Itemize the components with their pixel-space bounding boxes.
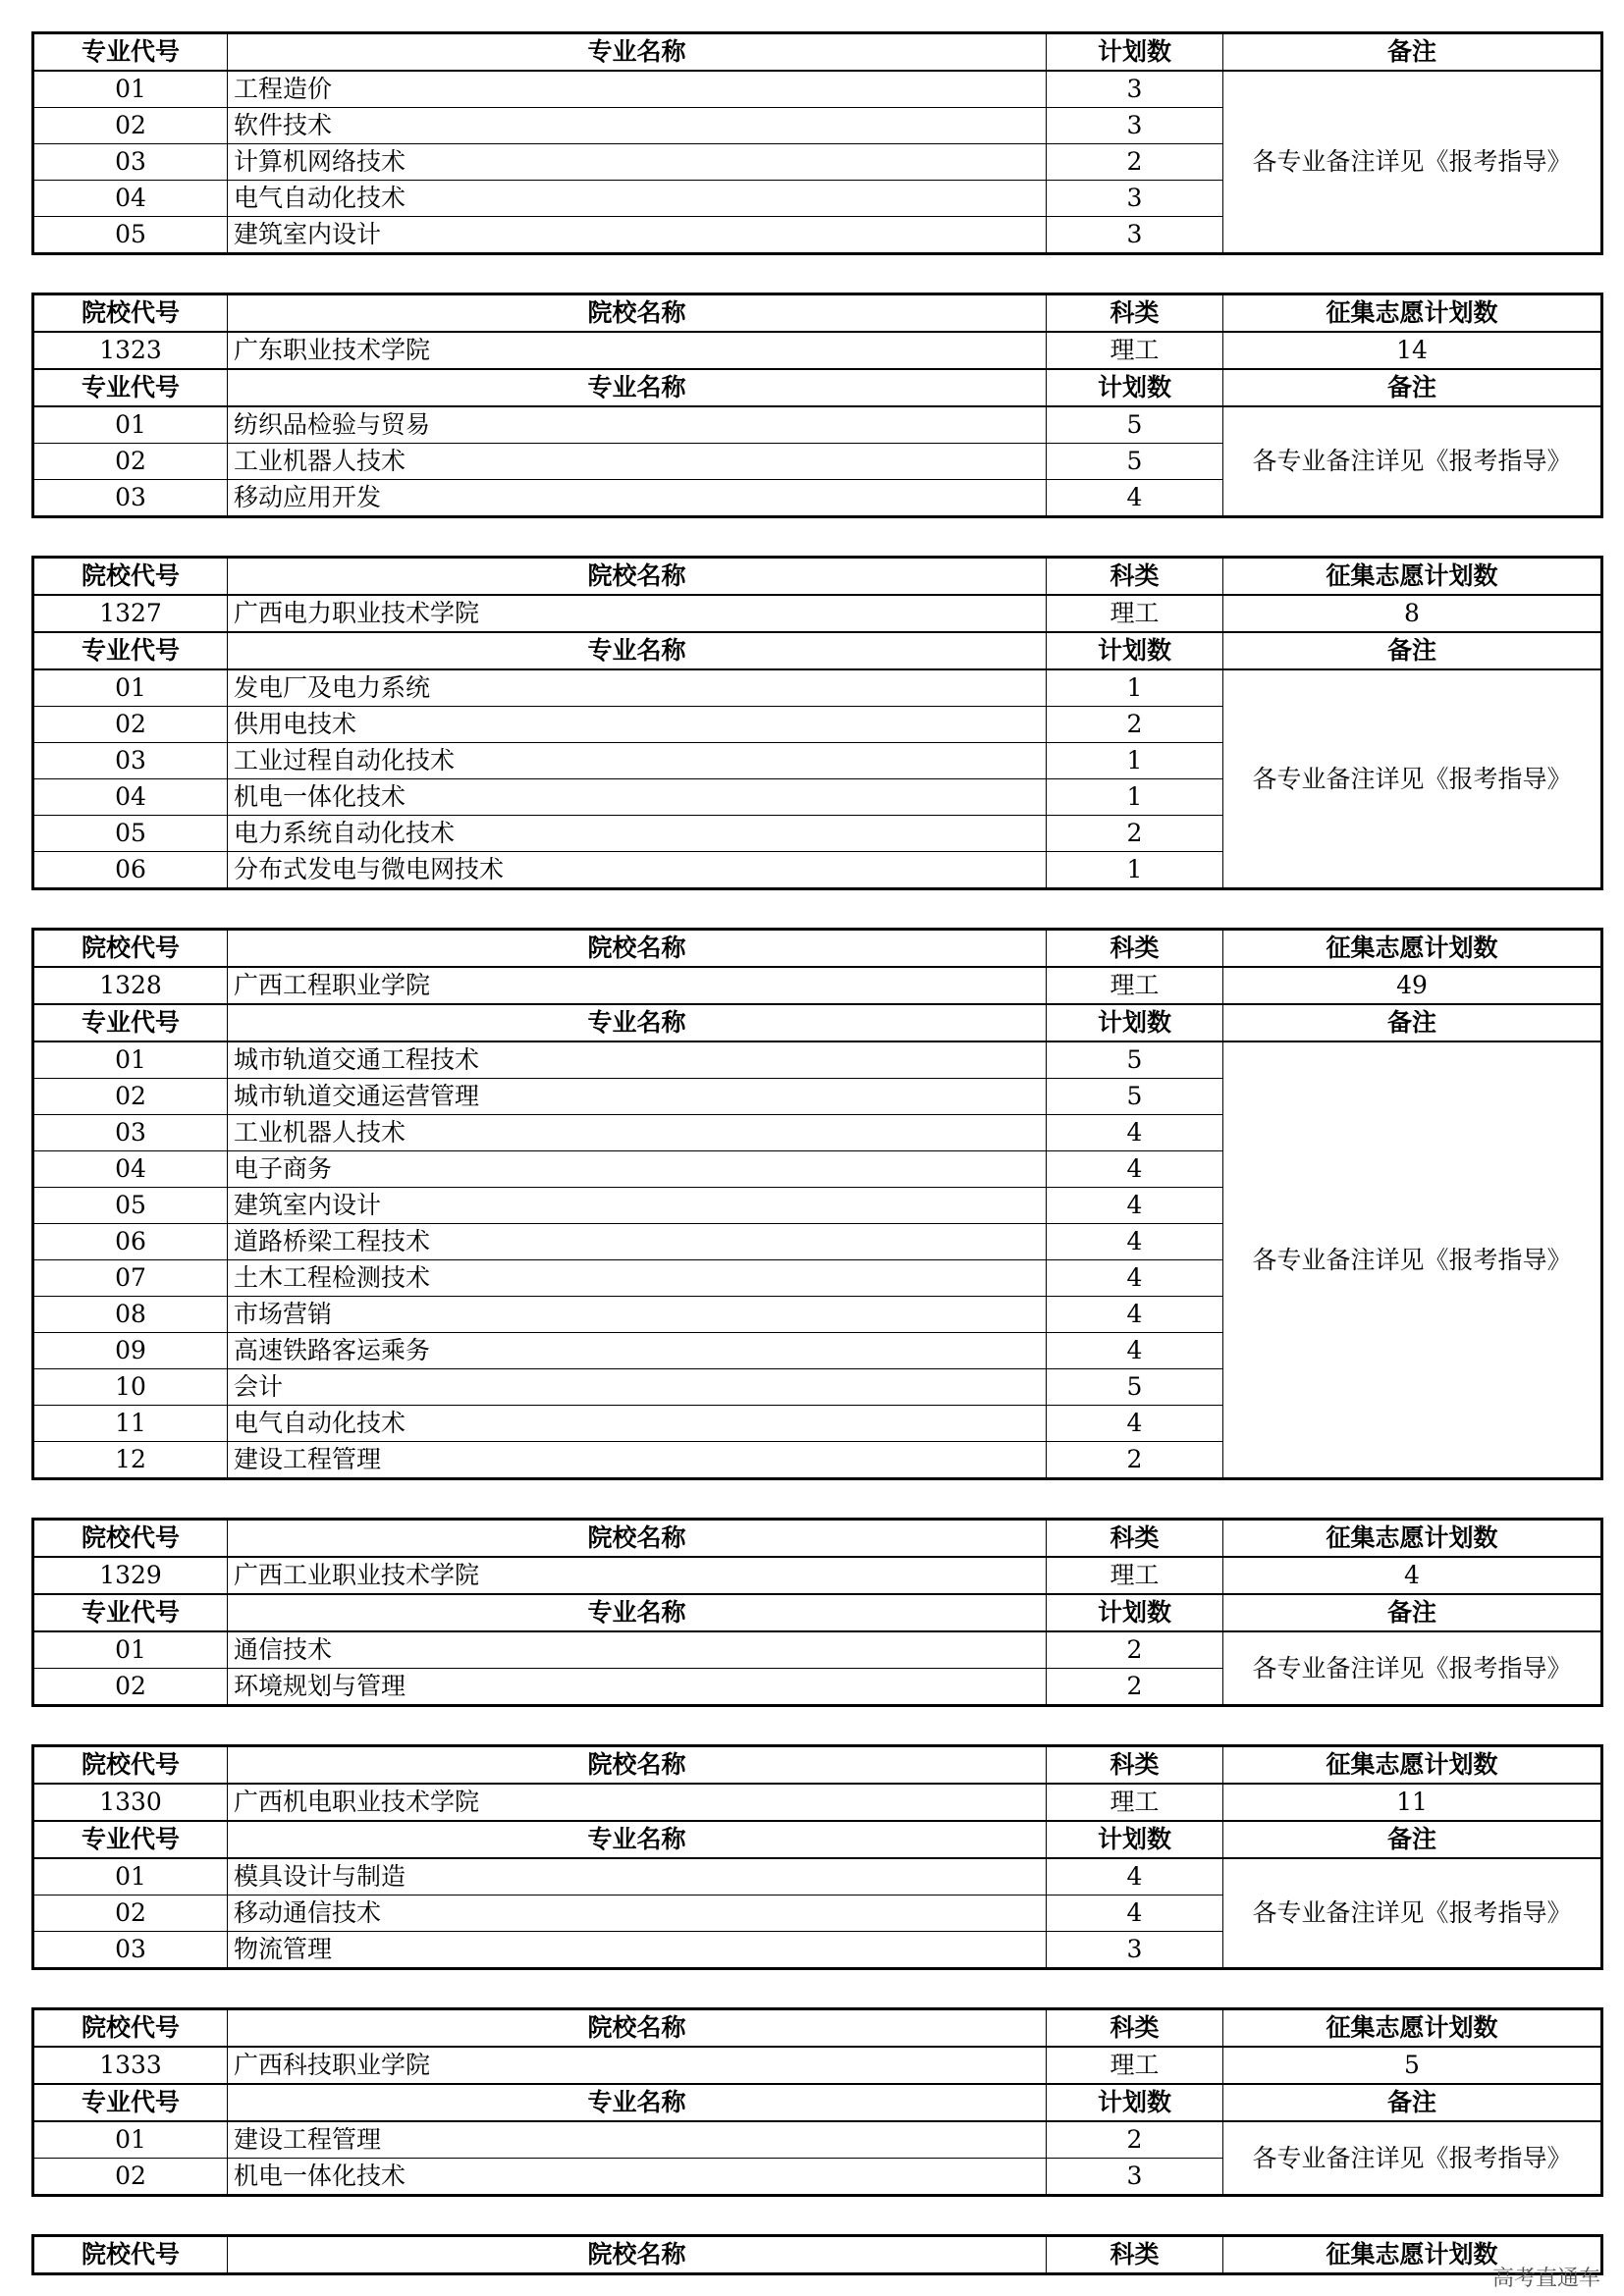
remark-cell: 各专业备注详见《报考指导》 [1223,1858,1602,1969]
major-code: 02 [33,1896,228,1932]
plan-count: 3 [1047,71,1223,108]
school-code-header: 院校代号 [33,2009,228,2048]
major-header-row [33,1004,1602,1041]
table-row [33,71,1602,108]
major-name: 工业过程自动化技术 [228,743,1047,779]
plan-count-header: 计划数 [1047,632,1223,669]
school-info-row [33,1784,1602,1821]
plan-total-header: 征集志愿计划数 [1223,558,1602,596]
major-code: 03 [33,480,228,517]
major-code: 12 [33,1442,228,1479]
school-plan-total: 5 [1223,2047,1602,2084]
major-header-row [33,1821,1602,1858]
school-code: 1323 [33,332,228,369]
category-header: 科类 [1047,1746,1223,1785]
major-code: 03 [33,144,228,181]
major-name: 机电一体化技术 [228,779,1047,816]
school-code-header: 院校代号 [33,558,228,596]
school-name: 广西机电职业技术学院 [228,1784,1047,1821]
major-name: 计算机网络技术 [228,144,1047,181]
school-code: 1329 [33,1557,228,1594]
school-info-row [33,967,1602,1004]
table-row [33,669,1602,707]
plan-count: 3 [1047,2159,1223,2196]
major-name: 工业机器人技术 [228,444,1047,480]
major-code: 05 [33,1188,228,1224]
plan-count: 4 [1047,1188,1223,1224]
major-code: 01 [33,2121,228,2159]
major-name: 建设工程管理 [228,1442,1047,1479]
school-plan-total: 4 [1223,1557,1602,1594]
school-category: 理工 [1047,595,1223,632]
category-header: 科类 [1047,1520,1223,1558]
school-header-row [33,2236,1602,2274]
remark-header: 备注 [1223,369,1602,406]
plan-count: 5 [1047,1079,1223,1115]
remark-cell: 各专业备注详见《报考指导》 [1223,2121,1602,2196]
major-code-header: 专业代号 [33,1004,228,1041]
school-code: 1328 [33,967,228,1004]
school-block [31,928,1603,1480]
school-name-header: 院校名称 [228,2236,1047,2274]
plan-count: 4 [1047,480,1223,517]
major-name: 城市轨道交通运营管理 [228,1079,1047,1115]
major-name: 建筑室内设计 [228,217,1047,254]
remark-header: 备注 [1223,33,1602,72]
major-code: 10 [33,1369,228,1406]
school-plan-total: 49 [1223,967,1602,1004]
major-name: 工业机器人技术 [228,1115,1047,1151]
major-name: 模具设计与制造 [228,1858,1047,1896]
school-category: 理工 [1047,1784,1223,1821]
major-code: 03 [33,1115,228,1151]
major-code: 09 [33,1333,228,1369]
remark-header: 备注 [1223,2084,1602,2121]
school-header-row [33,1520,1602,1558]
plan-count: 1 [1047,779,1223,816]
school-category: 理工 [1047,2047,1223,2084]
major-code-header: 专业代号 [33,369,228,406]
plan-count-header: 计划数 [1047,1004,1223,1041]
plan-count: 5 [1047,444,1223,480]
remark-header: 备注 [1223,632,1602,669]
category-header: 科类 [1047,930,1223,968]
major-name: 城市轨道交通工程技术 [228,1041,1047,1079]
major-name: 工程造价 [228,71,1047,108]
remark-cell: 各专业备注详见《报考指导》 [1223,406,1602,517]
major-name: 机电一体化技术 [228,2159,1047,2196]
school-name-header: 院校名称 [228,294,1047,333]
remark-header: 备注 [1223,1594,1602,1631]
major-name: 会计 [228,1369,1047,1406]
plan-count-header: 计划数 [1047,33,1223,72]
school-header-row [33,2009,1602,2048]
school-block [31,2007,1603,2197]
major-code-header: 专业代号 [33,632,228,669]
school-code-header: 院校代号 [33,294,228,333]
school-plan-total: 8 [1223,595,1602,632]
major-code: 02 [33,1669,228,1706]
major-name: 高速铁路客运乘务 [228,1333,1047,1369]
plan-total-header: 征集志愿计划数 [1223,2236,1602,2274]
major-code: 04 [33,181,228,217]
school-block [31,1518,1603,1707]
school-category: 理工 [1047,1557,1223,1594]
school-code-header: 院校代号 [33,1520,228,1558]
watermark: 高考直通车 [1491,2267,1600,2291]
remark-cell: 各专业备注详见《报考指导》 [1223,71,1602,254]
major-name: 市场营销 [228,1297,1047,1333]
major-name: 分布式发电与微电网技术 [228,852,1047,889]
major-code: 04 [33,1151,228,1188]
school-category: 理工 [1047,967,1223,1004]
plan-count: 4 [1047,1260,1223,1297]
major-name: 土木工程检测技术 [228,1260,1047,1297]
major-header-row [33,632,1602,669]
major-name: 软件技术 [228,108,1047,144]
school-code-header: 院校代号 [33,930,228,968]
plan-count: 2 [1047,144,1223,181]
school-code-header: 院校代号 [33,1746,228,1785]
major-header-row [33,33,1602,72]
plan-count-header: 计划数 [1047,1594,1223,1631]
major-name-header: 专业名称 [228,369,1047,406]
remark-header: 备注 [1223,1004,1602,1041]
major-code: 01 [33,1631,228,1669]
major-name: 电力系统自动化技术 [228,816,1047,852]
plan-count: 4 [1047,1896,1223,1932]
major-code: 04 [33,779,228,816]
school-name-header: 院校名称 [228,2009,1047,2048]
school-code: 1330 [33,1784,228,1821]
major-name-header: 专业名称 [228,1821,1047,1858]
major-name-header: 专业名称 [228,632,1047,669]
major-header-row [33,369,1602,406]
plan-count: 5 [1047,1041,1223,1079]
school-info-row [33,595,1602,632]
major-code-header: 专业代号 [33,1821,228,1858]
table-row [33,1041,1602,1079]
plan-count: 1 [1047,852,1223,889]
remark-header: 备注 [1223,1821,1602,1858]
category-header: 科类 [1047,2009,1223,2048]
major-code: 02 [33,2159,228,2196]
category-header: 科类 [1047,558,1223,596]
major-code: 05 [33,217,228,254]
major-name: 道路桥梁工程技术 [228,1224,1047,1260]
school-name-header: 院校名称 [228,1520,1047,1558]
school-code: 1327 [33,595,228,632]
major-code-header: 专业代号 [33,33,228,72]
plan-count: 3 [1047,217,1223,254]
major-name: 建设工程管理 [228,2121,1047,2159]
major-name: 供用电技术 [228,707,1047,743]
major-code: 01 [33,669,228,707]
school-code: 1333 [33,2047,228,2084]
major-name: 移动应用开发 [228,480,1047,517]
major-header-row [33,2084,1602,2121]
remark-cell: 各专业备注详见《报考指导》 [1223,1041,1602,1479]
school-block [31,31,1603,255]
major-name: 电气自动化技术 [228,181,1047,217]
school-header-row [33,294,1602,333]
major-header-row [33,1594,1602,1631]
admission-plan-document [31,31,1600,2275]
major-code: 01 [33,71,228,108]
school-block [31,2234,1603,2275]
school-header-row [33,558,1602,596]
major-code: 01 [33,1041,228,1079]
plan-count: 4 [1047,1297,1223,1333]
remark-cell: 各专业备注详见《报考指导》 [1223,1631,1602,1706]
plan-count: 2 [1047,1669,1223,1706]
plan-count: 3 [1047,181,1223,217]
major-name: 发电厂及电力系统 [228,669,1047,707]
school-block [31,293,1603,518]
school-block [31,1744,1603,1970]
plan-count-header: 计划数 [1047,1821,1223,1858]
plan-count: 1 [1047,669,1223,707]
major-name-header: 专业名称 [228,1004,1047,1041]
major-code-header: 专业代号 [33,2084,228,2121]
plan-count: 2 [1047,1631,1223,1669]
plan-count: 4 [1047,1115,1223,1151]
plan-count: 2 [1047,2121,1223,2159]
plan-total-header: 征集志愿计划数 [1223,2009,1602,2048]
plan-total-header: 征集志愿计划数 [1223,1520,1602,1558]
school-name: 广东职业技术学院 [228,332,1047,369]
major-code: 06 [33,1224,228,1260]
school-name: 广西工程职业学院 [228,967,1047,1004]
school-plan-total: 14 [1223,332,1602,369]
major-code: 02 [33,1079,228,1115]
major-code: 01 [33,406,228,444]
plan-count: 4 [1047,1406,1223,1442]
school-name-header: 院校名称 [228,558,1047,596]
major-code-header: 专业代号 [33,1594,228,1631]
plan-count: 1 [1047,743,1223,779]
plan-total-header: 征集志愿计划数 [1223,930,1602,968]
table-row [33,1631,1602,1669]
major-name: 电气自动化技术 [228,1406,1047,1442]
major-code: 11 [33,1406,228,1442]
school-name: 广西电力职业技术学院 [228,595,1047,632]
plan-count: 4 [1047,1224,1223,1260]
plan-count: 4 [1047,1151,1223,1188]
major-name: 移动通信技术 [228,1896,1047,1932]
plan-total-header: 征集志愿计划数 [1223,294,1602,333]
major-code: 01 [33,1858,228,1896]
plan-count: 2 [1047,1442,1223,1479]
plan-count: 2 [1047,816,1223,852]
school-info-row [33,1557,1602,1594]
table-row [33,406,1602,444]
major-name: 通信技术 [228,1631,1047,1669]
school-info-row [33,2047,1602,2084]
remark-cell: 各专业备注详见《报考指导》 [1223,669,1602,889]
plan-total-header: 征集志愿计划数 [1223,1746,1602,1785]
plan-count: 5 [1047,1369,1223,1406]
plan-count-header: 计划数 [1047,2084,1223,2121]
major-code: 03 [33,743,228,779]
plan-count: 4 [1047,1333,1223,1369]
school-name-header: 院校名称 [228,1746,1047,1785]
category-header: 科类 [1047,294,1223,333]
school-header-row [33,1746,1602,1785]
plan-count: 3 [1047,1932,1223,1969]
plan-count: 4 [1047,1858,1223,1896]
plan-count: 3 [1047,108,1223,144]
table-row [33,1858,1602,1896]
major-code: 06 [33,852,228,889]
major-code: 02 [33,707,228,743]
school-name-header: 院校名称 [228,930,1047,968]
major-name: 电子商务 [228,1151,1047,1188]
school-info-row [33,332,1602,369]
major-name: 建筑室内设计 [228,1188,1047,1224]
table-row [33,2121,1602,2159]
major-name: 纺织品检验与贸易 [228,406,1047,444]
major-code: 05 [33,816,228,852]
school-name: 广西工业职业技术学院 [228,1557,1047,1594]
major-name-header: 专业名称 [228,1594,1047,1631]
school-name: 广西科技职业学院 [228,2047,1047,2084]
major-name: 物流管理 [228,1932,1047,1969]
major-code: 03 [33,1932,228,1969]
major-code: 07 [33,1260,228,1297]
category-header: 科类 [1047,2236,1223,2274]
plan-count: 2 [1047,707,1223,743]
school-category: 理工 [1047,332,1223,369]
school-block [31,556,1603,890]
major-code: 02 [33,444,228,480]
school-plan-total: 11 [1223,1784,1602,1821]
major-name-header: 专业名称 [228,33,1047,72]
plan-count-header: 计划数 [1047,369,1223,406]
major-name: 环境规划与管理 [228,1669,1047,1706]
major-name-header: 专业名称 [228,2084,1047,2121]
school-header-row [33,930,1602,968]
school-code-header: 院校代号 [33,2236,228,2274]
major-code: 08 [33,1297,228,1333]
major-code: 02 [33,108,228,144]
plan-count: 5 [1047,406,1223,444]
